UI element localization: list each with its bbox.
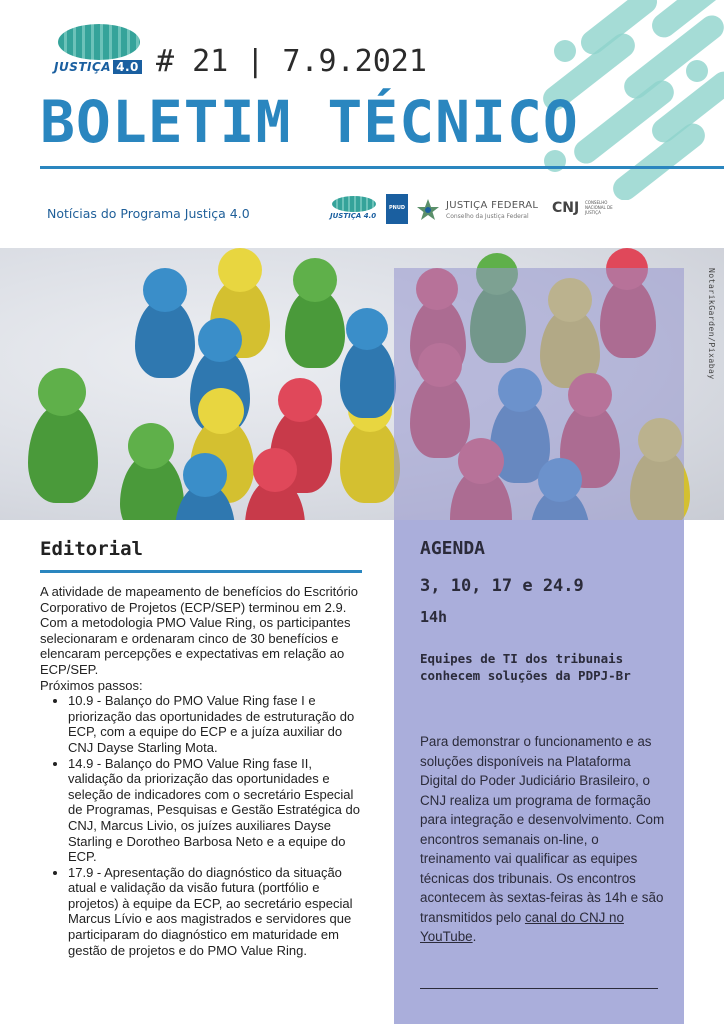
issue-number-date: # 21 | 7.9.2021 <box>156 44 427 79</box>
logo-number: 4.0 <box>113 60 142 74</box>
justica-federal-logo: JUSTIÇA FEDERAL Conselho da Justiça Federal <box>416 194 546 224</box>
agenda-divider <box>420 988 658 989</box>
editorial-body <box>40 584 362 958</box>
hero-photo <box>0 248 724 520</box>
cnj-logo: CNJ CONSELHO NACIONAL DE JUSTIÇA <box>552 200 613 216</box>
editorial-divider <box>40 570 362 573</box>
youtube-channel-link[interactable]: canal do CNJ no YouTube <box>420 909 624 944</box>
agenda-event-title: Equipes de TI dos tribunais conhecem soluções da PDPJ-Br <box>420 651 631 683</box>
list-item: • 17.9 - Apresentação do diagnóstico da situação atual e validação da visão futura (portfólio e projetos) à equipe da ECP, ao secretário especial Marcus Lívio e aos magistrados e servidores que participaram do diagnóstico em maturidade em gestão de projetos e do PMO Value Ring. <box>68 865 362 959</box>
star-icon <box>416 198 440 222</box>
pnud-logo: PNUD <box>386 194 408 224</box>
agenda-panel <box>394 520 684 1024</box>
editorial-next-label: Próximos passos: <box>40 677 143 693</box>
logo-text: JUSTIÇA <box>54 60 112 74</box>
agenda-heading: AGENDA <box>420 538 486 559</box>
justica40-logo <box>54 24 144 80</box>
photo-credit: NotarikGarden/Pixabay <box>707 268 716 380</box>
agenda-time: 14h <box>420 608 448 626</box>
page-subtitle: Notícias do Programa Justiça 4.0 <box>47 206 250 221</box>
photo-overlay <box>394 268 684 520</box>
list-item: • 10.9 - Balanço do PMO Value Ring fase I e priorização das oportunidades de estruturação do ECP, com a equipe do ECP e a juíza auxiliar do CNJ Dayse Starling Mota. <box>68 693 362 755</box>
page-title: BOLETIM TÉCNICO <box>40 88 579 156</box>
editorial-intro: A atividade de mapeamento de benefícios do Escritório Corporativo de Projetos (ECP/SEP) terminou em 2.9. Com a metodologia PMO Value Ring, os participantes selecionaram e ordenaram cinco de 30 benefícios e elencaram percepções e expectativas em relação ao ECP/SEP. <box>40 584 358 677</box>
justica40-small-logo: JUSTIÇA 4.0 <box>330 194 378 224</box>
next-steps-list <box>40 693 362 958</box>
agenda-description: Para demonstrar o funcionamento e as soluções disponíveis na Plataforma Digital do Poder Judiciário Brasileiro, o CNJ realiza um programa de formação para integração e desenvolvimento. Com encontros semanais on-line, o treinamento vai qualificar as equipes técnicas dos tribunais. Os encontros acontecem às sextas-feiras às 14h e são transmitidos pelo canal do CNJ no YouTube. <box>420 734 665 944</box>
editorial-heading: Editorial <box>40 538 143 560</box>
list-item: • 14.9 - Balanço do PMO Value Ring fase II, validação da priorização das oportunidades e seleção de indicadores com o secretário Especial de Programas, Pesquisas e Gestão Estratégica do CNJ, Marcus Livio, os juízes auxiliares Dayse Starling e Dorotheo Barbosa Neto e a equipe do ECP. <box>68 756 362 865</box>
partner-logos <box>330 192 620 228</box>
agenda-dates: 3, 10, 17 e 24.9 <box>420 576 584 596</box>
header-divider <box>40 166 724 169</box>
